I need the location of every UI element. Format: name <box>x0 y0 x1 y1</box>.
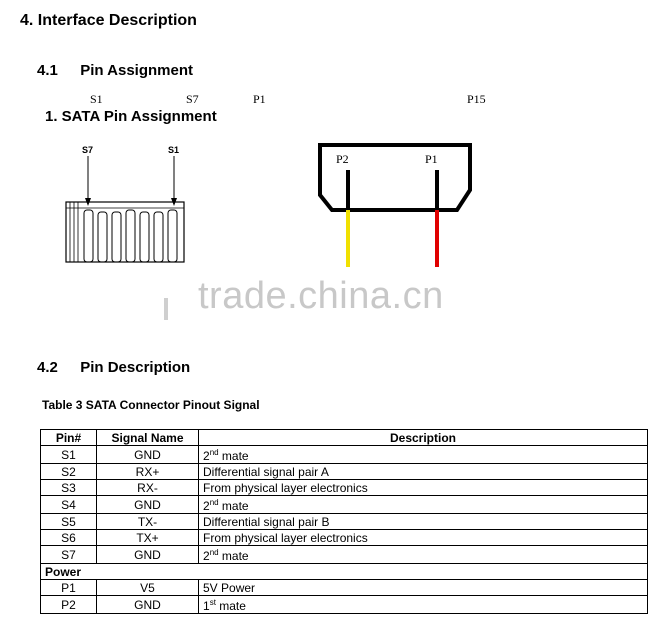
data-pointer-arrows <box>85 156 177 206</box>
cell-signal: GND <box>97 496 199 514</box>
cell-description <box>199 580 648 596</box>
top-label-s1: S1 <box>90 92 103 106</box>
power-pins <box>348 170 437 210</box>
power-wires <box>348 210 437 267</box>
cell-pin: S1 <box>41 446 97 464</box>
table-header-row <box>41 430 648 446</box>
pinout-table <box>40 429 648 614</box>
section-title: 4. Interface Description <box>20 12 197 29</box>
cell-signal: GND <box>97 446 199 464</box>
table-group-row-power <box>41 564 648 580</box>
cell-signal: GND <box>97 596 199 614</box>
cell-pin: S2 <box>41 464 97 480</box>
data-label-s7: S7 <box>82 145 94 155</box>
description-text: Differential signal pair B <box>203 514 330 529</box>
pin-assignment-heading <box>37 62 193 79</box>
group-label-power: Power <box>41 564 648 580</box>
description-superscript: nd <box>209 448 219 457</box>
pin-assignment-number: 4.1 <box>37 62 58 79</box>
sata-pin-assignment-heading: 1. SATA Pin Assignment <box>45 108 217 125</box>
pin-assignment-text: Pin Assignment <box>80 62 193 79</box>
cell-description <box>199 530 648 546</box>
cell-description <box>199 496 648 514</box>
pin-description-text: Pin Description <box>80 359 191 376</box>
data-connector-diagram <box>60 140 190 265</box>
description-suffix: mate <box>218 449 249 463</box>
cell-pin: S4 <box>41 496 97 514</box>
watermark-text: trade.china.cn <box>198 275 444 317</box>
power-connector-diagram <box>310 140 480 270</box>
cell-pin: S7 <box>41 546 97 564</box>
description-superscript: st <box>209 598 216 607</box>
table-caption: Table 3 SATA Connector Pinout Signal <box>42 398 260 412</box>
cell-description <box>199 464 648 480</box>
description-text: 2 <box>203 449 210 463</box>
pin-description-heading <box>37 359 190 376</box>
description-text: 2 <box>203 499 210 513</box>
cell-signal: RX+ <box>97 464 199 480</box>
table-row <box>41 464 648 480</box>
power-label-p1: P1 <box>425 152 438 166</box>
pin-description-number: 4.2 <box>37 359 58 376</box>
table-row <box>41 446 648 464</box>
description-text: Differential signal pair A <box>203 464 329 479</box>
description-text: 2 <box>203 549 210 563</box>
cell-pin: S5 <box>41 514 97 530</box>
watermark-mark <box>164 298 168 320</box>
description-suffix: mate <box>218 499 249 513</box>
description-text: 5V Power <box>203 580 256 595</box>
col-header-pin: Pin# <box>41 430 97 446</box>
description-suffix: mate <box>215 599 246 613</box>
data-label-s1: S1 <box>168 145 180 155</box>
cell-pin: S3 <box>41 480 97 496</box>
description-text: From physical layer electronics <box>203 530 368 545</box>
description-suffix: mate <box>218 549 249 563</box>
table-row <box>41 546 648 564</box>
cell-signal: TX+ <box>97 530 199 546</box>
table-row <box>41 580 648 596</box>
table-row <box>41 480 648 496</box>
top-label-p1: P1 <box>253 92 266 106</box>
cell-description <box>199 446 648 464</box>
cell-signal: RX- <box>97 480 199 496</box>
cell-signal: GND <box>97 546 199 564</box>
top-label-s7: S7 <box>186 92 199 106</box>
description-text: From physical layer electronics <box>203 480 368 495</box>
data-connector-pins <box>84 210 177 262</box>
table-row <box>41 530 648 546</box>
cell-description <box>199 546 648 564</box>
cell-signal: TX- <box>97 514 199 530</box>
col-header-signal: Signal Name <box>97 430 199 446</box>
cell-pin: S6 <box>41 530 97 546</box>
cell-pin: P1 <box>41 580 97 596</box>
table-row <box>41 514 648 530</box>
description-superscript: nd <box>209 498 219 507</box>
top-label-p15: P15 <box>467 92 486 106</box>
cell-description <box>199 596 648 614</box>
power-label-p2: P2 <box>336 152 349 166</box>
cell-description <box>199 480 648 496</box>
cell-signal: V5 <box>97 580 199 596</box>
description-text: 1 <box>203 599 210 613</box>
col-header-description: Description <box>199 430 648 446</box>
cell-description <box>199 514 648 530</box>
table-row <box>41 596 648 614</box>
table-row <box>41 496 648 514</box>
description-superscript: nd <box>209 548 219 557</box>
cell-pin: P2 <box>41 596 97 614</box>
